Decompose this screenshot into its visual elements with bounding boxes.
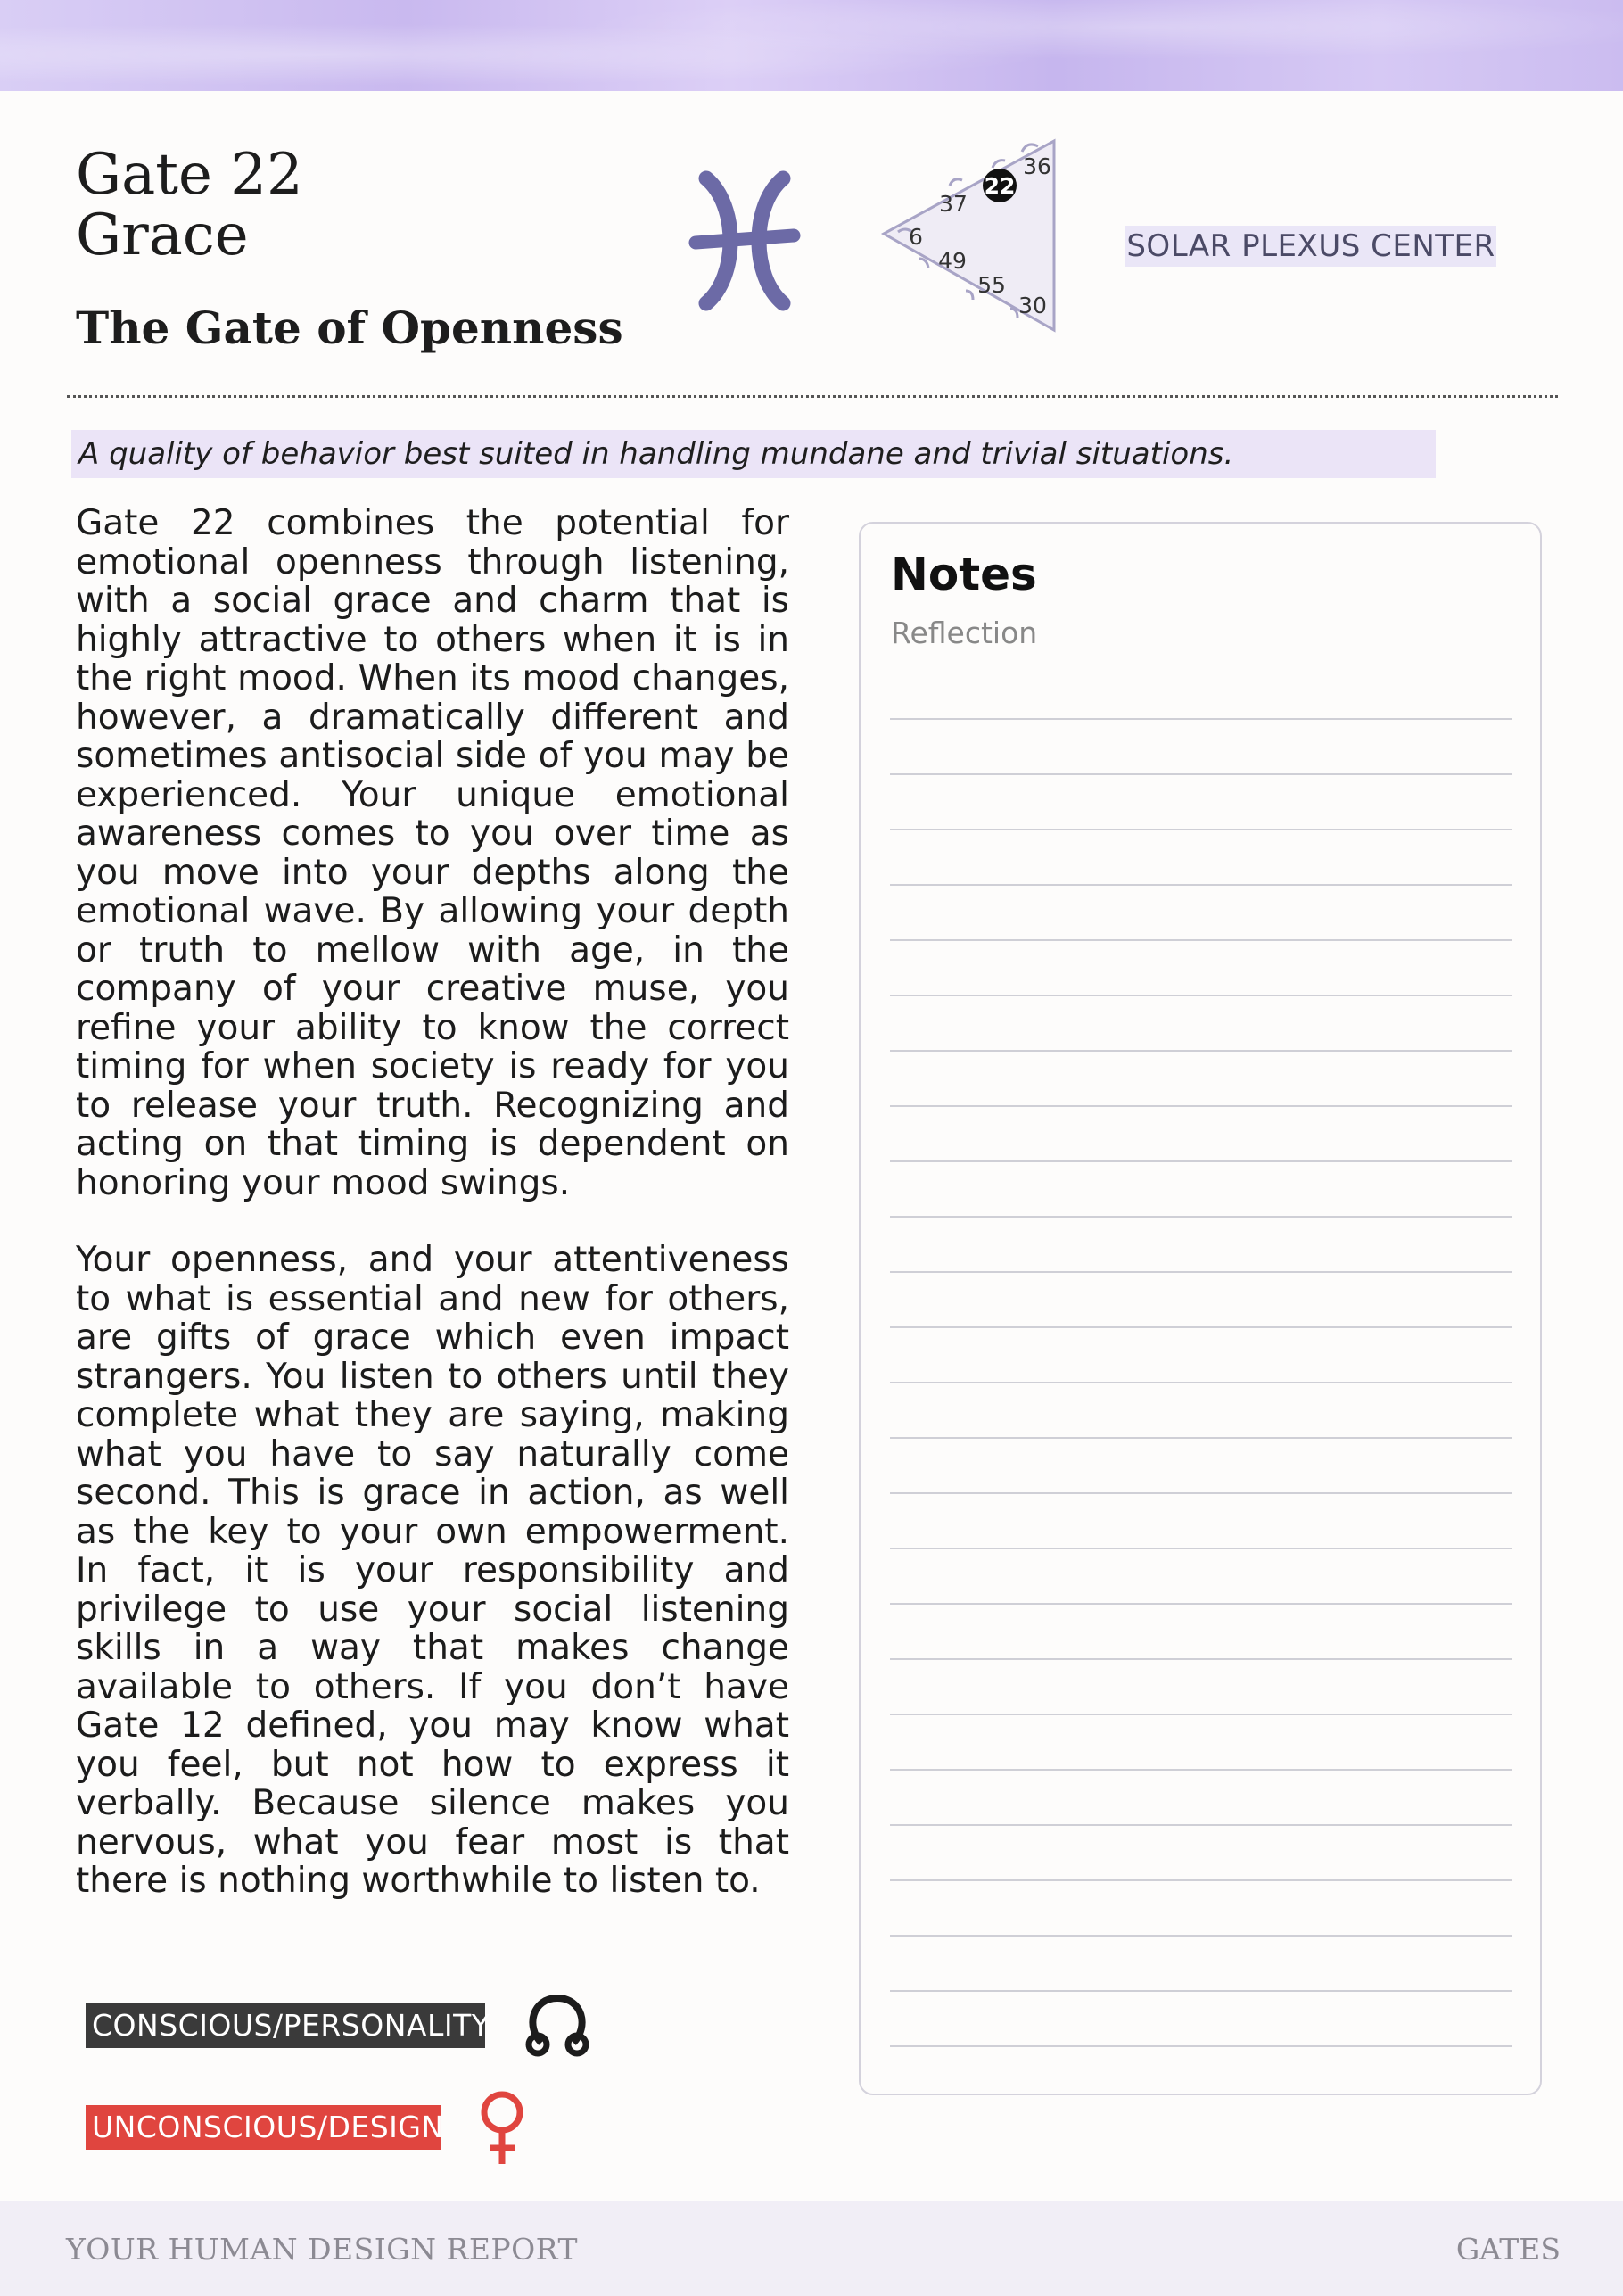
gate-description: [76, 504, 789, 1939]
description-paragraph-1: Gate 22 combines the potential for emotional openness through listening, with a social grace and charm that is highly attractive to others when it is in the right mood. When its mood changes, however, a dramatically different and sometimes antisocial side of you may be experienced. Your unique emotional awareness comes to you over time as you move into your depths along the emotional wave. By allowing your depth or truth to mellow with age, in the company of your creative muse, you refine your ability to know the correct timing for when society is ready for you to release your truth. Recognizing and acting on that timing is dependent on honoring your mood swings.: [76, 503, 789, 1203]
gate-37-label: 37: [939, 191, 968, 217]
note-line: [890, 1437, 1512, 1439]
notes-card: [859, 522, 1542, 2095]
note-line: [890, 1879, 1512, 1881]
note-line: [890, 1105, 1512, 1107]
unconscious-legend-label: UNCONSCIOUS/DESIGN: [86, 2105, 441, 2150]
gate-36-label: 36: [1023, 153, 1051, 179]
note-line: [890, 718, 1512, 720]
description-paragraph-2: Your openness, and your attentiveness to what is essential and new for others, are gifts of grace which even impact strangers. You listen to others until they complete what they are saying, making what you have to say naturally come second. This is grace in action, as well as the key to your own empowerment. In fact, it is your responsibility and privilege to use your social listening skills in a way that makes change available to others. If you don’t have Gate 12 defined, you may know what you feel, but not how to express it verbally. Because silence makes you nervous, what you fear most is that there is nothing worthwhile to listen to.: [76, 1240, 789, 1901]
notes-subtitle: Reflection: [891, 615, 1038, 650]
note-line: [890, 1216, 1512, 1218]
note-line: [890, 1603, 1512, 1605]
note-line: [890, 1824, 1512, 1826]
note-line: [890, 2045, 1512, 2047]
solar-plexus-bodygraph: [878, 134, 1066, 339]
note-line: [890, 1658, 1512, 1660]
gate-subtitle: The Gate of Openness: [76, 301, 623, 354]
conscious-legend-label: CONSCIOUS/PERSONALITY: [86, 2003, 485, 2048]
note-line: [890, 1769, 1512, 1771]
gate-55-label: 55: [977, 272, 1006, 298]
note-line: [890, 884, 1512, 886]
gate-6-label: 6: [909, 224, 923, 250]
note-line: [890, 1548, 1512, 1549]
note-line: [890, 1935, 1512, 1937]
page-footer: [0, 2201, 1623, 2296]
north-node-icon: [522, 1987, 593, 2059]
note-line: [890, 995, 1512, 996]
note-line: [890, 773, 1512, 775]
gate-number: Gate 22: [76, 142, 303, 208]
header-decorative-band: [0, 0, 1623, 91]
note-line: [890, 939, 1512, 941]
notes-title: Notes: [891, 549, 1037, 600]
venus-icon: [475, 2089, 529, 2169]
note-line: [890, 1492, 1512, 1494]
center-badge: SOLAR PLEXUS CENTER: [1125, 226, 1496, 267]
footer-section-label: GATES: [1455, 2232, 1561, 2267]
gate-49-label: 49: [938, 248, 967, 274]
gate-title: [76, 142, 303, 268]
note-line: [890, 1271, 1512, 1273]
gate-tagline: A quality of behavior best suited in handling mundane and trivial situations.: [71, 430, 1436, 478]
note-line: [890, 1326, 1512, 1328]
note-line: [890, 1050, 1512, 1052]
note-line: [890, 1714, 1512, 1715]
note-line: [890, 829, 1512, 830]
note-line: [890, 1160, 1512, 1162]
gate-22-label: 22: [984, 173, 1016, 199]
note-line: [890, 1990, 1512, 1992]
header-divider: [67, 395, 1558, 398]
footer-report-title: YOUR HUMAN DESIGN REPORT: [66, 2232, 578, 2267]
gate-name: Grace: [76, 202, 249, 268]
gate-30-label: 30: [1018, 293, 1047, 318]
pisces-icon: [687, 169, 803, 312]
note-line: [890, 1382, 1512, 1383]
